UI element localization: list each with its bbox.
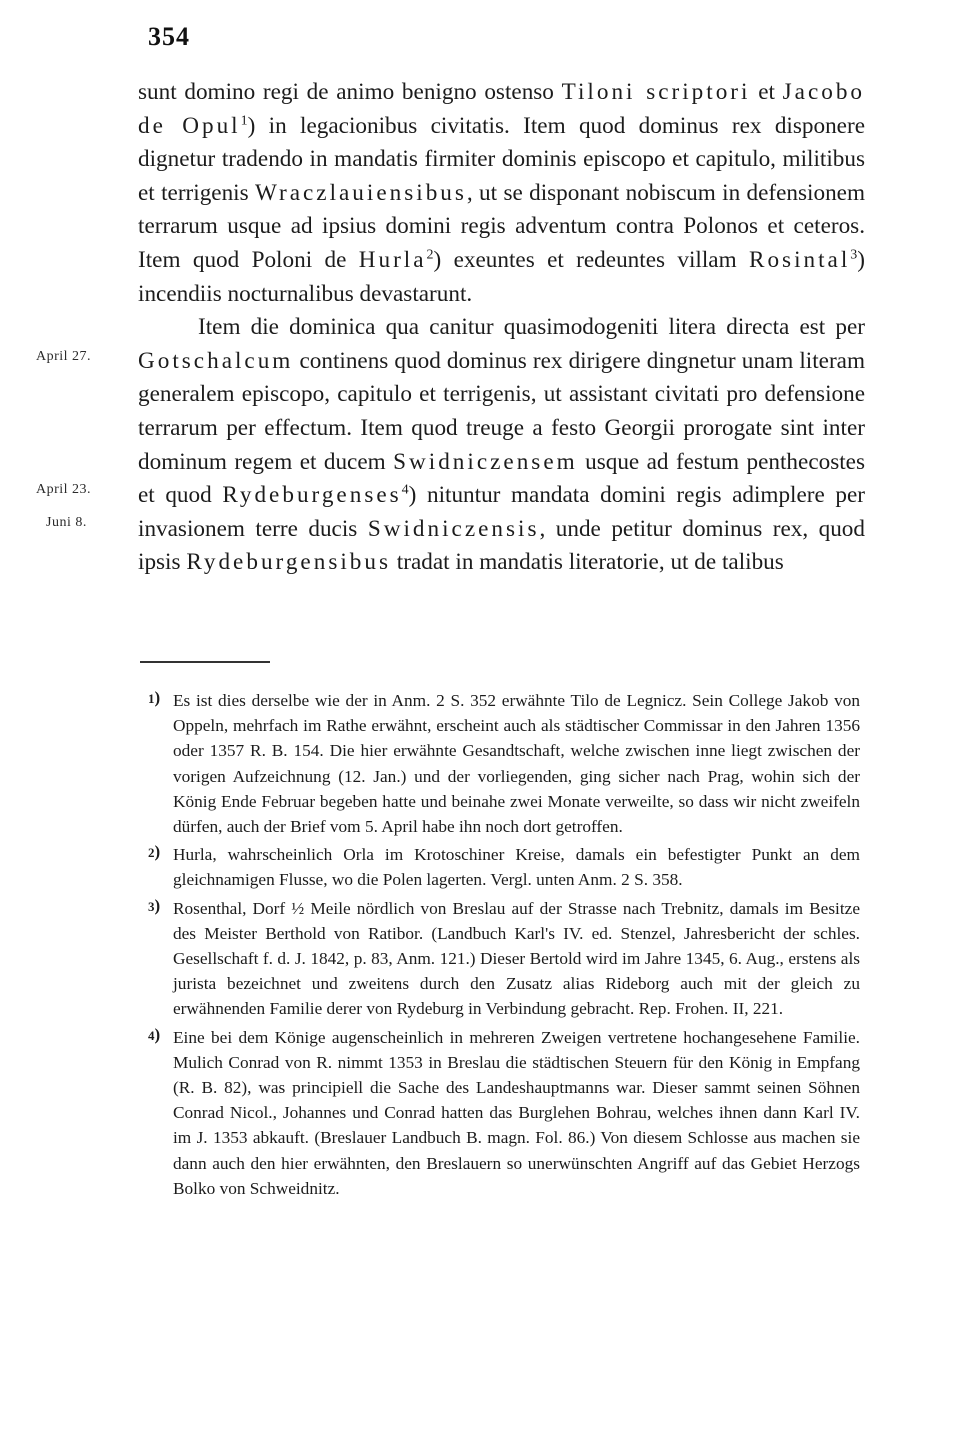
name-hurla: Hurla bbox=[358, 246, 427, 273]
margin-note-april-23: April 23. bbox=[36, 482, 92, 497]
text-segment: tradat in mandatis literatorie, ut de talibus bbox=[396, 549, 784, 576]
margin-notes bbox=[0, 0, 130, 1454]
text-segment: et bbox=[758, 79, 775, 105]
footnote-text: Hurla, wahrscheinlich Orla im Krotoschiner Kreise, damals ein befestigter Punkt an dem gleichnamigen Flusse, wo die Polen lagerten. Vergl. unten Anm. 2 S. 358. bbox=[173, 845, 860, 890]
name-rosintal: Rosintal bbox=[748, 246, 851, 273]
footnote-marker: 4) bbox=[148, 1024, 161, 1044]
text-segment: Item die dominica qua canitur quasimodogeniti litera directa est per bbox=[198, 314, 865, 341]
footnote-ref-2: 2 bbox=[426, 247, 434, 263]
text-segment: , unde petitur dominus rex, quod ipsis bbox=[138, 515, 865, 576]
footnote-marker: 1) bbox=[148, 688, 161, 707]
name-rydeburgenses: Rydeburgenses bbox=[222, 482, 402, 509]
footnote-4 bbox=[148, 1025, 860, 1201]
footnote-3 bbox=[148, 896, 860, 1022]
margin-note-april-27: April 27. bbox=[36, 349, 92, 364]
name-swidniczensis: Swidniczensis bbox=[367, 515, 540, 542]
footnote-2 bbox=[148, 842, 860, 892]
margin-note-juni-8: Juni 8. bbox=[46, 515, 87, 530]
name-gotschalcum: Gotschalcum bbox=[138, 347, 294, 374]
footnote-marker-number: 3 bbox=[148, 898, 155, 914]
text-segment: ) in legacionibus civitatis. Item quod dominus rex disponere dignetur tradendo in mandatis firmiter dominis episcopo et capitulo, militibus et terrigenis bbox=[138, 112, 865, 206]
footnote-text: Rosenthal, Dorf ½ Meile nördlich von Breslau auf der Strasse nach Trebnitz, damals im Besitze des Meister Berthold von Ratibor. (Landbuch Karl's IV. ed. Stenzel, Jahresbericht der schles. Gesellschaft f. d. J. 1842, p. 83, Anm. 121.) Dieser Bertold wird im Jahre 1345, 6. Aug., erstens als jurista bezeichnet und zweitens durch den Zusatz alias Rideborg auch mit der gleich zu erwähnenden Familie derer von Rydeburg in Verbindung gebracht. Rep. Frohen. II, 221. bbox=[173, 898, 860, 1019]
footnote-marker-number: 2 bbox=[148, 845, 155, 861]
name-wraczlauiensibus: Wraczlauiensibus bbox=[255, 179, 467, 206]
footnote-ref-3: 3 bbox=[850, 247, 858, 263]
footnote-ref-1: 1 bbox=[240, 112, 248, 128]
footnote-text: Eine bei dem Könige augenscheinlich in mehreren Zweigen vertretene hochangesehene Familie. Mulich Conrad von R. nimmt 1353 in Breslau die städtischen Steuern für den König in Empfang (R. B. 82), was principiell die Sache des Landeshauptmanns war. Dieser sammt seinen Söhnen Conrad Nicol., Johannes und Conrad hatten das Burglehen Bohrau, welches ihnen dann Karl IV. im J. 1353 abkauft. (Breslauer Landbuch B. magn. Fol. 86.) Von diesem Schlosse aus machen sie dann auch den hier erwähnten, den Breslauern so unerwünschten Angriff auf das Gebiet Herzogs Bolko von Schweidnitz. bbox=[173, 1027, 860, 1198]
text-segment: ) incendiis nocturnalibus devastarunt. bbox=[138, 246, 866, 307]
name-swidniczensem: Swidniczensem bbox=[393, 448, 578, 475]
footnote-divider bbox=[140, 661, 270, 663]
footnote-1 bbox=[148, 688, 860, 839]
text-segment: usque ad festum penthecostes et quod bbox=[138, 448, 865, 509]
main-text bbox=[138, 76, 865, 580]
footnotes bbox=[148, 688, 860, 1201]
footnote-ref-4: 4 bbox=[401, 482, 409, 498]
footnote-marker-number: 4 bbox=[148, 1027, 155, 1043]
paragraph-1 bbox=[138, 76, 865, 311]
page-number: 354 bbox=[148, 22, 190, 51]
footnote-marker-number: 1 bbox=[148, 691, 155, 706]
text-segment: ) exeuntes et redeuntes villam bbox=[433, 246, 737, 273]
text-segment: continens quod dominus rex dirigere dingnetur unam literam generalem episcopo, capitulo et terrigenis, ut assistant civitati pro defensione terrarum per effectum. Item quod treuge a festo Georgii prorogate sint inter dominum regem et ducem bbox=[138, 347, 866, 475]
footnote-text: Es ist dies derselbe wie der in Anm. 2 S. 352 erwähnte Tilo de Legnicz. Sein College Jakob von Oppeln, mehrfach im Rathe erwähnt, erscheint auch als städtischer Commissar in den Jahren 1356 oder 1357 R. B. 154. Die hier erwähnte Gesandtschaft, welche zwischen inne liegt zwischen der vorigen Aufzeichnung (12. Jan.) und der vorliegenden, ging sicher nach Prag, wohin sich der König Ende Februar begeben hatte und beinahe zwei Monate verweilte, so dass wir nicht zweifeln dürfen, auch der Brief vom 5. April habe ihn noch dort getroffen. bbox=[173, 691, 860, 837]
name-rydeburgensibus: Rydeburgensibus bbox=[186, 549, 391, 576]
text-segment: ) nituntur mandata domini regis adimplere per invasionem terre ducis bbox=[138, 482, 866, 542]
paragraph-2 bbox=[138, 311, 865, 580]
footnote-marker: 3) bbox=[148, 895, 161, 915]
footnote-marker: 2) bbox=[148, 842, 161, 862]
name-tilo: Tiloni scriptori bbox=[561, 79, 751, 105]
text-segment: sunt domino regi de animo benigno ostenso bbox=[138, 79, 554, 105]
name-jacobo: Jacobo de Opul bbox=[138, 79, 866, 139]
text-segment: , ut se disponant nobiscum in defensionem terrarum usque ad ipsius domini regis adventum contra Polonos et ceteros. Item quod Poloni de bbox=[138, 179, 865, 273]
